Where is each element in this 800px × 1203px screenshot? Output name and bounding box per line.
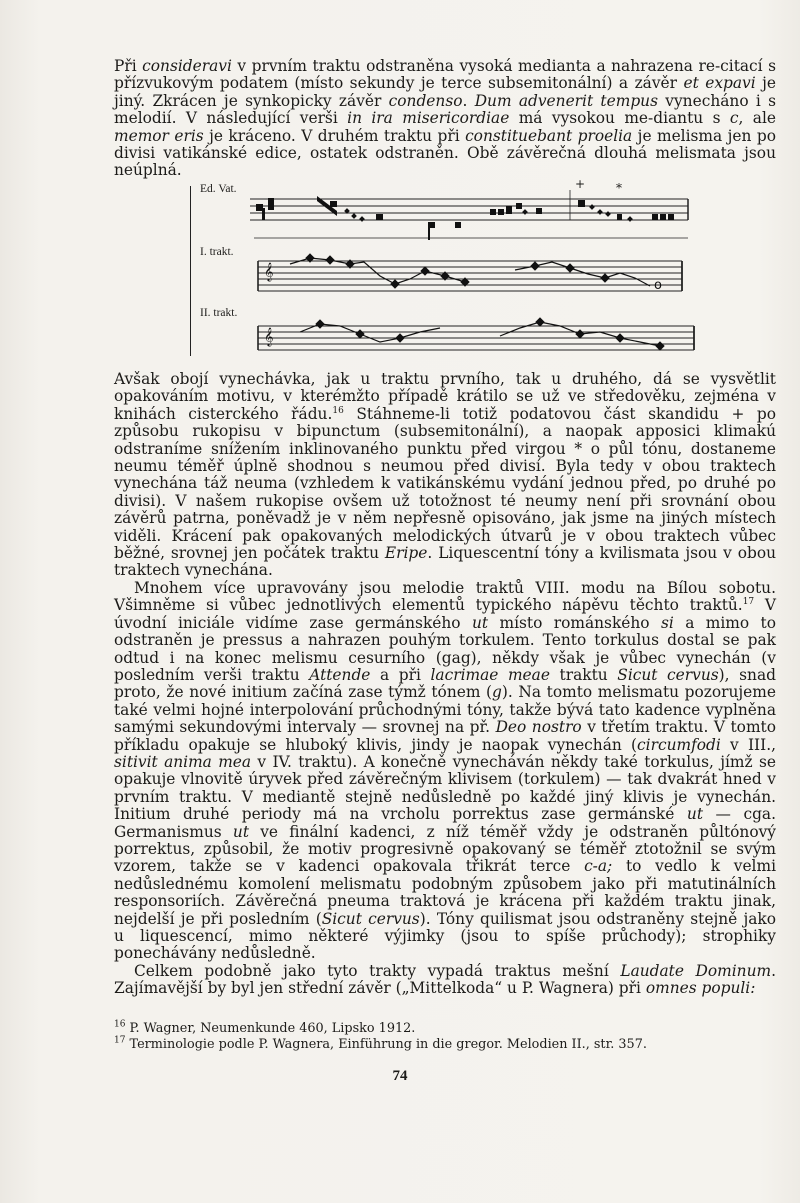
text-run: je melisma jen po divisi vatikánské edice, ostatek odstraněn. Obě závěrečná dlouhá melismata jsou neúplná.	[114, 126, 776, 180]
footnote-text: P. Wagner, Neumenkunde 460, Lipsko 1912.	[129, 1021, 416, 1036]
text-run: . Liquescentní tóny a kvilismata jsou v obou traktech vynechána.	[114, 544, 776, 580]
svg-text:𝄞: 𝄞	[264, 327, 274, 346]
italic-text: consideravi	[142, 57, 232, 75]
text-run: je jiný. Zkrácen je synkopicky závěr	[114, 74, 776, 110]
notes-trakt-2	[264, 318, 664, 350]
text-run: místo románského	[488, 613, 661, 632]
text-run: ). Na tomto melismatu pozorujeme také velmi hojné interpolování průchodnými tóny, takže bývá tato kadence vyplněna samými sekundovými intervaly — srovnej na př.	[114, 683, 776, 737]
text-block	[114, 371, 776, 998]
text-run: v III.,	[720, 735, 776, 754]
text-run: ve finální kadenci, z níž téměř vždy je odstraněn půltónový porrektus, způsobil, že motiv progresivně opakovaný se téměř ztotožnil se svým vzorem, takže se v kadenci opakovala třikrát terce	[114, 822, 777, 876]
footnotes	[114, 1021, 776, 1053]
italic-text: Laudate Dominum	[620, 961, 772, 980]
italic-text: c-a;	[584, 857, 613, 876]
italic-text: c	[729, 109, 739, 128]
text-run: to vedlo k velmi nedůslednému komolení melismatu podobným způsobem jako při matutinálních responsoriích. Závěrečná pneuma traktová je krácena při každém traktu jinak, nejdelší je při posledním (	[114, 857, 776, 928]
italic-text: Deo nostro	[495, 718, 582, 737]
text-run: má vysokou me-diantu s	[509, 109, 730, 128]
italic-text: et expavi	[683, 74, 756, 93]
text-run: a při	[370, 665, 431, 684]
paragraph-text	[114, 371, 776, 580]
italic-text: g	[492, 683, 502, 702]
text-run: Avšak obojí vynechávka, jak u traktu prvního, tak u druhého, dá se vysvětlit opakováním motivu, v kterémžto případě krátilo se už ve středověku, zejména v knihách cisterckého řádu.	[114, 370, 776, 423]
footnote-number: 16	[114, 1019, 126, 1030]
text-run: Celkem podobně jako tyto trakty vypadá traktus mešní	[134, 961, 621, 980]
text-run: V úvodní iniciále vidíme zase germánského	[114, 596, 776, 632]
svg-text:o: o	[654, 278, 662, 293]
italic-text: omnes populi:	[645, 979, 756, 998]
italic-text: si	[660, 613, 674, 632]
italic-text: Sicut cervus	[617, 665, 719, 684]
text-run: ). Tóny quilismat jsou odstraněny stejně jako u liquescencí, mimo některé výjimky (jsou to spíše průchody); strophiky ponechávány nedůsledně.	[114, 909, 776, 963]
text-run: traktu	[549, 665, 618, 684]
italic-text: ut	[232, 822, 250, 841]
italic-text: constituebant proelia	[465, 126, 633, 145]
text-run: .	[462, 91, 475, 110]
italic-text: lacrimae meae	[430, 665, 550, 684]
text-run: Při	[114, 57, 143, 75]
text-run: . Zajímavější by byl jen střední závěr („Mittelkoda“ u P. Wagnera) při	[114, 961, 777, 998]
paragraph-text	[114, 58, 776, 180]
marker-plus: +	[575, 177, 586, 191]
paragraph-text	[114, 963, 776, 998]
music-example	[180, 176, 700, 366]
footnote-ref: 16	[332, 405, 344, 416]
text-run: ), snad proto, že nové initium začíná zase týmž tónem (	[114, 665, 776, 702]
svg-text:𝄞: 𝄞	[264, 262, 274, 281]
staff-trakt-2	[258, 326, 694, 350]
paragraph-1	[114, 58, 776, 180]
text-run: , ale	[738, 109, 776, 128]
footnote-ref: 17	[742, 597, 755, 608]
paragraph-text	[114, 580, 776, 963]
italic-text: condenso	[388, 91, 463, 110]
footnote-text: Terminologie podle P. Wagnera, Einführung in die gregor. Melodien II., str. 357.	[129, 1037, 647, 1052]
text-run: — cga. Germanismus	[114, 805, 777, 841]
footnote-number: 17	[114, 1035, 126, 1046]
text-run: v IV. traktu). A konečně vynecháván někdy také torkulus, jímž se opakuje vlnovitě úryvek před závěrečným klivisem (torkulem) — tak dvakrát hned v prvním traktu. V mediantě stejně nedůsledně po každé jiný klivis je vynechán. Initium druhé periody má na vrcholu porrektus zase germánské	[114, 752, 776, 824]
text-run: v třetím traktu. V tomto příkladu opakuje se hluboký klivis, jindy je naopak vynechán (	[114, 718, 776, 754]
staff-label-trakt-1: I. trakt.	[200, 246, 234, 258]
italic-text: in ira misericordiae	[347, 109, 510, 128]
page-number: 74	[392, 1068, 408, 1084]
italic-text: Dum advenerit tempus	[474, 91, 658, 110]
text-run: Stáhneme-li totiž podatovou část skandidu + po způsobu rukopisu v bipunctum (subsemitonální), a naopak apposici klimakú odstraníme snížením inklinovaného punktu před virgou * o půl tónu, dostaneme neumu téměř úplně shodnou s neumou před divisí. Byla tedy v obou traktech vynechána táž neuma (vzhledem k vatikánskému vydání jednou před, po druhé po divisi). V našem rukopise ovšem už totožnost té neumy není při srovnání obou závěrů patrna, poněvadž je v něm nepřesně opisováno, jak jsme na jiných místech viděli. Krácení pak opakovaných melodických útvarů je v obou traktech vůbec běžné, srovnej jen počátek traktu	[114, 404, 776, 563]
italic-text: circumfodi	[637, 735, 721, 754]
footnote-17	[114, 1037, 776, 1053]
italic-text: memor eris	[114, 126, 204, 145]
footnote-16	[114, 1021, 776, 1037]
italic-text: ut	[686, 805, 704, 824]
italic-text: sitivit anima mea	[114, 752, 252, 771]
staff-ed-vat	[250, 190, 688, 238]
text-run: vynecháno i s melodií. V následující verši	[114, 91, 776, 128]
text-run: v prvním traktu odstraněna vysoká medianta a nahrazena re-citací s přízvukovým podatem (místo sekundy je terce subsemitonální) a závěr	[114, 57, 777, 93]
marker-star: *	[616, 181, 622, 195]
staff-trakt-1	[258, 261, 682, 291]
text-run: Mnohem více upravovány jsou melodie traktů VIII. modu na Bílou sobotu. Všimněme si vůbec jednotlivých elementů typického nápěvu těchto traktů.	[114, 578, 776, 615]
italic-text: Attende	[309, 665, 371, 684]
italic-text: Eripe	[384, 544, 428, 563]
staff-label-trakt-2: II. trakt.	[200, 307, 238, 319]
neumes-ed-vat	[256, 196, 674, 240]
italic-text: Sicut cervus	[321, 909, 420, 928]
italic-text: ut	[471, 613, 489, 632]
text-run: je kráceno. V druhém traktu při	[203, 126, 466, 145]
text-run: a mimo to odstraněn je pressus a nahrazen pouhým torkulem. Tento torkulus dostal se pak odtud i na konec melismu cesurního (gag), někdy však je vůbec vynechán (v posledním verši traktu	[114, 613, 777, 684]
staff-label-ed-vat: Ed. Vat.	[200, 183, 237, 195]
